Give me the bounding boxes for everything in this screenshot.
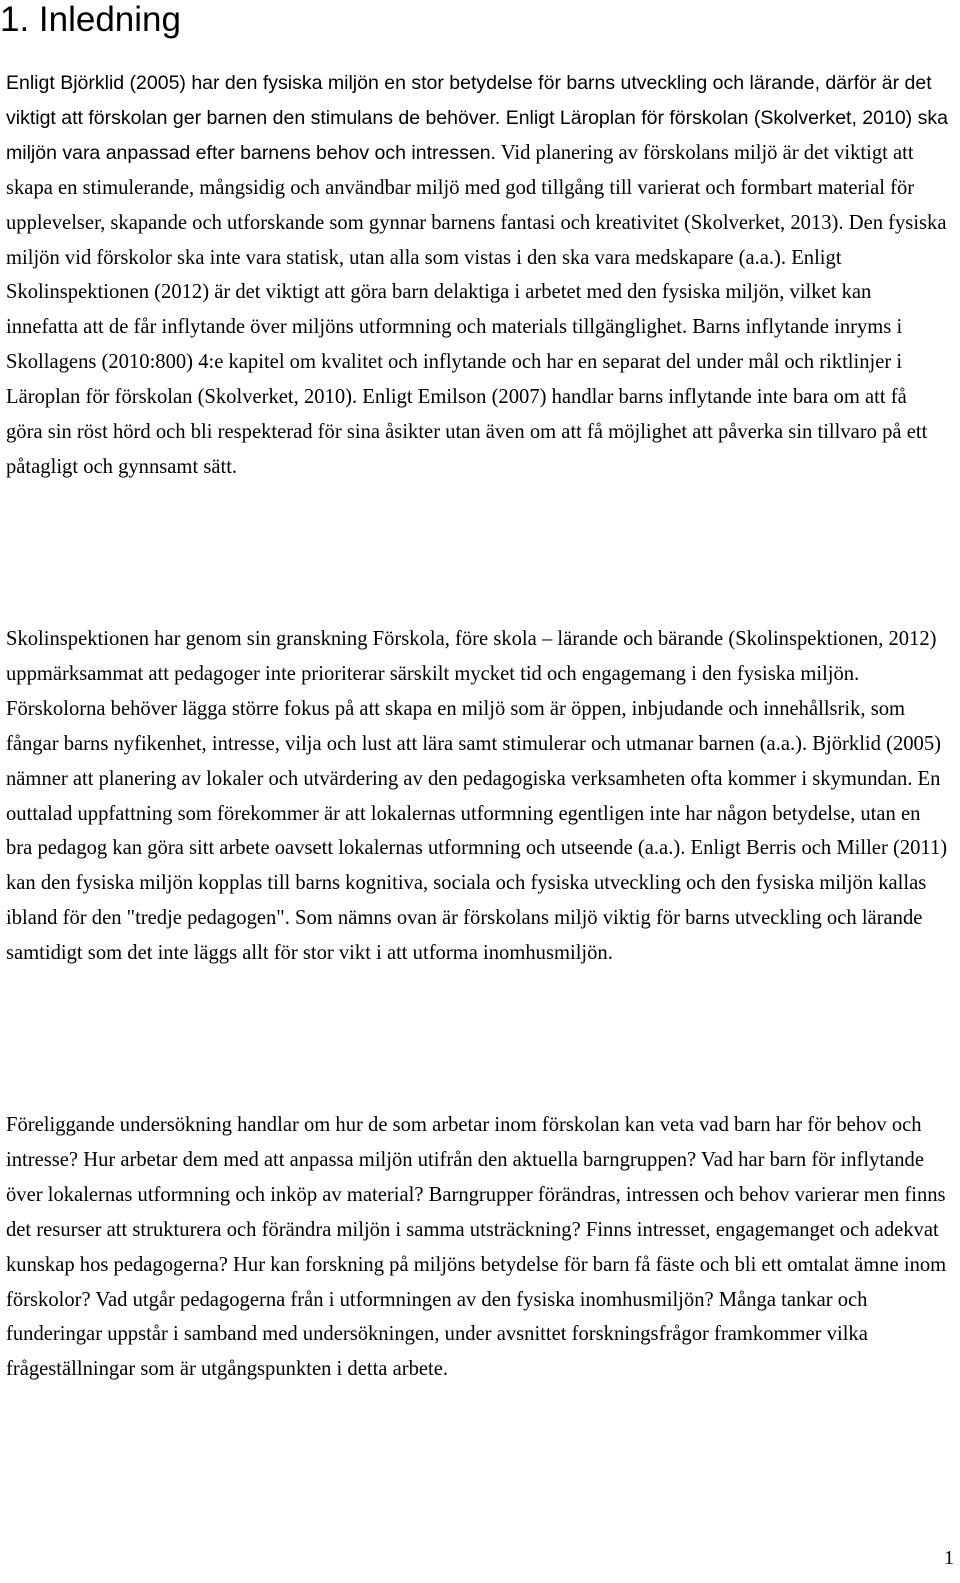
paragraph-research-questions: Föreliggande undersökning handlar om hur de som arbetar inom förskolan kan veta vad barn har för behov och intresse? Hur arbetar dem med att anpassa miljön utifrån den aktuella barngruppen? Vad har barn för inflytande över lokalernas utformning och inköp av material? Barngrupper förändras, intressen och behov varierar men finns det resurser att strukturera och förändra miljön i samma utsträckning? Finns intresset, engagemanget och adekvat kunskap hos pedagogerna? Hur kan forskning på miljöns betydelse för barn få fäste och bli ett omtalat ämne inom förskolor? Vad utgår pedagogerna från i utformningen av den fysiska inomhusmiljön? Många tankar och funderingar uppstår i samband med undersökningen, under avsnittet forskningsfrågor framkommer vilka frågeställningar som är utgångspunkten i detta arbete. [6,1114,947,1381]
paragraph-intro-lead: Enligt Björklid (2005) har den fysiska miljön en stor betydelse för barns utveckling och lärande, därför är det viktigt att förskolan ger barnen den stimulans de behöver. Enligt Läroplan för förskolan (Skolverket, 2010) ska miljön vara anpassad efter barnens behov och intressen. [6,72,948,164]
paragraph-skolinspektionen: Skolinspektionen har genom sin granskning Förskola, före skola – lärande och bärande (Skolinspektionen, 2012) uppmärksammat att pedagoger inte prioriterar särskilt mycket tid och engagemang i den fysiska miljön. Förskolorna behöver lägga större fokus på att skapa en miljö som är öppen, inbjudande och innehållsrik, som fångar barns nyfikenhet, intresse, vilja och lust att lära samt stimulerar och utmanar barnen (a.a.). Björklid (2005) nämner att planering av lokaler och utvärdering av den pedagogiska verksamheten ofta kommer i skymundan. En outtalad uppfattning som förekommer är att lokalernas utformning egentligen inte har någon betydelse, utan en bra pedagog kan göra sitt arbete oavsett lokalernas utformning och utseende (a.a.). Enligt Berris och Miller (2011) kan den fysiska miljön kopplas till barns kognitiva, sociala och fysiska utveckling och den fysiska miljön kallas ibland för den "tredje pedagogen". Som nämns ovan är förskolans miljö viktig för barns utveckling och lärande samtidigt som det inte läggs allt för stor vikt i att utforma inomhusmiljön. [6,628,948,965]
page-title: 1. Inledning [0,0,181,39]
paragraph-intro-rest: Vid planering av förskolans miljö är det viktigt att skapa en stimulerande, mångsidig och användbar miljö med god tillgång till varierat och formbart material för upplevelser, skapande och utforskande som gynnar barnens fantasi och kreativitet (Skolverket, 2013). Den fysiska miljön vid förskolor ska inte vara statisk, utan alla som vistas i den ska vara medskapare (a.a.). Enligt Skolinspektionen (2012) är det viktigt att göra barn delaktiga i arbetet med den fysiska miljön, vilket kan innefatta att de får inflytande över miljöns utformning och materials tillgänglighet. Barns inflytande inryms i Skollagens (2010:800) 4:e kapitel om kvalitet och inflytande och har en separat del under mål och riktlinjer i Läroplan för förskolan (Skolverket, 2010). Enligt Emilson (2007) handlar barns inflytande inte bara om att få göra sin röst hörd och bli respekterad för sina åsikter utan även om att få möjlighet att påverka sin tillvaro på ett påtagligt och gynnsamt sätt. [6,141,947,478]
paragraph-intro [6,66,948,485]
page-number: 1 [944,1547,954,1569]
